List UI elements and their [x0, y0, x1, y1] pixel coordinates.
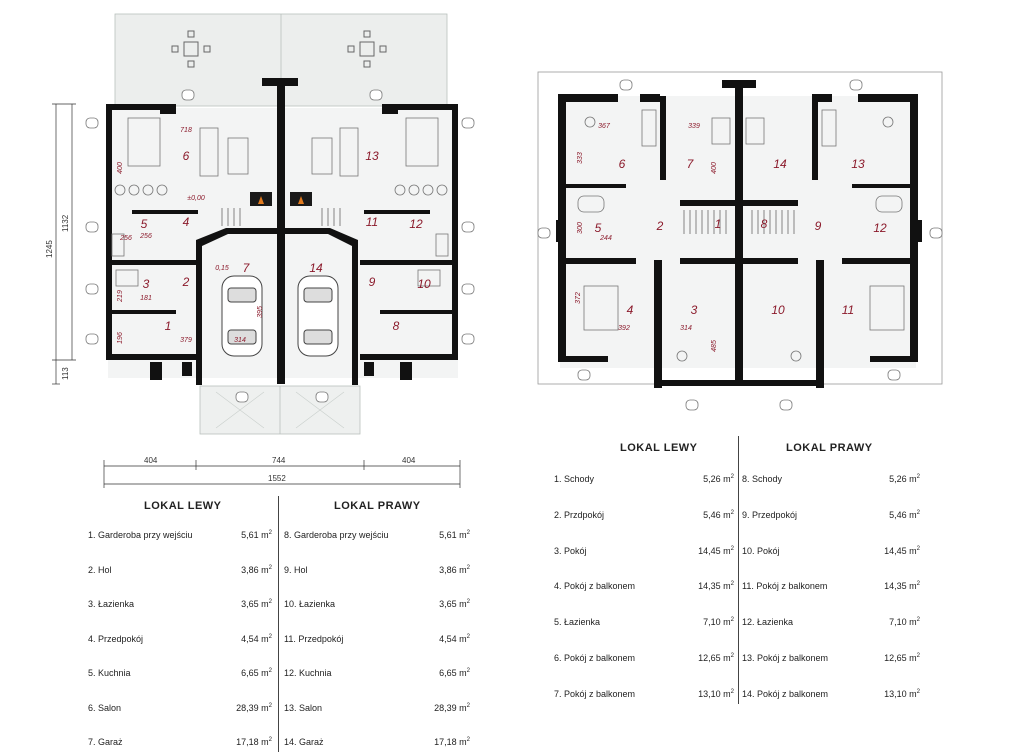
dim-bottom-right: 404 [402, 456, 416, 465]
room-dimension: 256 [120, 235, 132, 242]
area-row-value [860, 617, 920, 627]
area-unit-exponent: 2 [268, 702, 272, 709]
area-row-value [212, 634, 272, 644]
area-value-text: 3,65 m [439, 599, 467, 609]
area-row-value [410, 668, 470, 678]
area-row-name: 8. Garderoba przy wejściu [284, 530, 389, 540]
room-number: 13 [851, 157, 865, 171]
area-row-value [674, 653, 734, 663]
area-row-name: 5. Łazienka [554, 617, 601, 628]
dim-bottom-left: 404 [144, 456, 158, 465]
area-value-text: 3,65 m [241, 599, 269, 609]
area-value-text: 12,65 m [698, 653, 731, 663]
room-number: 5 [140, 217, 148, 231]
room-dimension: 392 [618, 325, 630, 332]
area-unit-exponent: 2 [466, 737, 470, 743]
room-number: 12 [409, 217, 423, 231]
area-row-name: 3. Pokój [554, 545, 587, 556]
area-unit-exponent: 2 [268, 530, 272, 536]
room-number: 5 [594, 221, 602, 235]
room-dimension: 333 [577, 152, 584, 164]
area-unit-exponent: 2 [730, 509, 734, 516]
area-row-name: 5. Kuchnia [88, 668, 131, 678]
room-number: 9 [368, 275, 376, 289]
area-row-value [410, 737, 470, 747]
area-value-text: 12,65 m [884, 653, 917, 663]
room-dimension: 400 [711, 162, 718, 174]
room-number: 6 [182, 149, 190, 163]
room-number: 3 [690, 303, 698, 317]
room-number: 1 [714, 217, 722, 231]
room-number: 6 [618, 157, 626, 171]
area-row-value [674, 546, 734, 556]
area-row-value [674, 689, 734, 699]
area-row-name: 11. Pokój z balkonem [742, 581, 828, 592]
area-row-name: 14. Pokój z balkonem [742, 688, 829, 699]
area-unit-exponent: 2 [916, 653, 920, 659]
ground-left-header: LOKAL LEWY [144, 500, 222, 512]
upper-floor-plan [538, 72, 942, 410]
dim-left-bottom: 113 [61, 367, 70, 380]
dim-left-inner: 1132 [61, 214, 70, 232]
room-number: 7 [242, 261, 250, 275]
area-value-text: 5,46 m [703, 509, 731, 520]
room-number: 10 [771, 303, 785, 317]
ground-floor-area-table [82, 496, 478, 754]
left-dimension-lines [52, 104, 76, 384]
room-number: 8 [760, 217, 768, 231]
room-number: 11 [841, 303, 855, 317]
area-value-text: 4,54 m [439, 633, 467, 644]
area-row-value [674, 617, 734, 627]
area-unit-exponent: 2 [466, 633, 470, 640]
room-dimension: 367 [598, 123, 610, 130]
area-value-text: 17,18 m [236, 737, 269, 747]
area-unit-exponent: 2 [466, 530, 470, 536]
room-number: 9 [814, 219, 822, 233]
room-dimension: 372 [575, 292, 582, 304]
area-row-name: 11. Przedpokój [284, 633, 344, 644]
room-number: 4 [182, 215, 190, 229]
room-number: 10 [417, 277, 431, 291]
room-dimension: 379 [180, 337, 192, 344]
area-row-name: 1. Garderoba przy wejściu [88, 530, 193, 540]
room-number: 8 [392, 319, 400, 333]
area-unit-exponent: 2 [916, 474, 920, 480]
ground-right-header: LOKAL PRAWY [334, 500, 421, 512]
area-unit-exponent: 2 [730, 474, 734, 480]
area-row-name: 4. Pokój z balkonem [554, 581, 636, 592]
room-number: 13 [365, 149, 379, 163]
area-unit-exponent: 2 [916, 545, 920, 552]
area-row-name: 10. Pokój [742, 545, 780, 556]
room-number: 12 [873, 221, 887, 235]
room-dimension: 400 [117, 162, 124, 174]
room-number: 3 [142, 277, 150, 291]
area-unit-exponent: 2 [730, 688, 734, 695]
room-dimension: 339 [688, 123, 700, 130]
upper-right-header: LOKAL PRAWY [786, 442, 873, 454]
area-unit-exponent: 2 [268, 599, 272, 605]
area-row-value [212, 599, 272, 609]
room-number: 11 [365, 215, 379, 229]
area-row-name: 7. Pokój z balkonem [554, 688, 636, 699]
upper-table-divider [738, 436, 739, 704]
area-value-text: 14,35 m [698, 581, 731, 592]
dim-bottom-mid: 744 [272, 456, 286, 465]
area-unit-exponent: 2 [268, 633, 272, 640]
area-row-value [674, 581, 734, 591]
room-number: 4 [626, 303, 634, 317]
area-row-name: 9. Przedpokój [742, 509, 798, 520]
area-value-text: 4,54 m [241, 633, 269, 644]
area-value-text: 13,10 m [698, 688, 731, 699]
area-row-name: 2. Przdpokój [554, 509, 605, 520]
area-value-text: 14,45 m [698, 545, 731, 556]
upper-left-header: LOKAL LEWY [620, 442, 698, 454]
room-number: 7 [686, 157, 694, 171]
area-value-text: 7,10 m [703, 617, 731, 628]
area-unit-exponent: 2 [466, 702, 470, 709]
area-row-name: 7. Garaż [88, 737, 123, 747]
dim-bottom-total: 1552 [268, 474, 286, 483]
area-value-text: 28,39 m [236, 702, 269, 713]
area-value-text: 3,86 m [241, 564, 269, 575]
area-value-text: 6,65 m [439, 668, 467, 678]
area-row-value [212, 530, 272, 540]
area-row-name: 1. Schody [554, 474, 595, 484]
ground-floor-plan [45, 14, 474, 488]
area-value-text: 14,45 m [884, 545, 917, 556]
car-icon [298, 276, 338, 356]
area-row-value [410, 565, 470, 575]
area-row-value [860, 689, 920, 699]
area-row-value [410, 634, 470, 644]
area-unit-exponent: 2 [268, 564, 272, 571]
area-row-name: 12. Kuchnia [284, 668, 332, 678]
area-unit-exponent: 2 [730, 653, 734, 659]
area-unit-exponent: 2 [268, 668, 272, 674]
area-row-value [212, 565, 272, 575]
area-row-value [212, 737, 272, 747]
area-unit-exponent: 2 [466, 668, 470, 674]
area-row-value [860, 546, 920, 556]
room-dimension: ±0,00 [187, 195, 205, 202]
area-unit-exponent: 2 [916, 617, 920, 624]
area-value-text: 14,35 m [884, 581, 917, 592]
room-number: 14 [773, 157, 787, 171]
area-value-text: 5,61 m [439, 530, 467, 540]
room-dimension: 181 [140, 295, 152, 302]
dim-left-total: 1245 [45, 240, 54, 258]
area-row-value [410, 530, 470, 540]
room-dimension: 219 [117, 290, 124, 302]
room-dimension: 314 [234, 337, 246, 344]
area-row-name: 8. Schody [742, 474, 783, 484]
area-row-value [212, 668, 272, 678]
room-number: 1 [164, 319, 172, 333]
area-row-value [860, 474, 920, 484]
area-row-name: 4. Przedpokój [88, 633, 144, 644]
area-unit-exponent: 2 [466, 599, 470, 605]
area-value-text: 5,61 m [241, 530, 269, 540]
area-row-name: 3. Łazienka [88, 599, 135, 609]
area-unit-exponent: 2 [730, 581, 734, 588]
room-number: 2 [656, 219, 664, 233]
room-dimension: 256 [140, 233, 152, 240]
area-row-name: 6. Salon [88, 702, 122, 713]
area-row-value [860, 510, 920, 520]
area-row-name: 10. Łazienka [284, 599, 336, 609]
area-row-value [860, 653, 920, 663]
room-dimension: 314 [680, 325, 692, 332]
room-dimension: 395 [257, 306, 264, 318]
area-row-value [674, 510, 734, 520]
room-dimension: 718 [180, 127, 192, 134]
area-row-value [674, 474, 734, 484]
area-row-value [410, 599, 470, 609]
area-unit-exponent: 2 [916, 581, 920, 588]
room-number: 14 [309, 261, 323, 275]
room-dimension: 300 [577, 222, 584, 234]
area-row-name: 9. Hol [284, 564, 308, 575]
area-row-value [410, 703, 470, 713]
area-value-text: 5,26 m [889, 474, 917, 484]
car-icon [222, 276, 262, 356]
room-dimension: 485 [711, 340, 718, 352]
area-row-value [212, 703, 272, 713]
area-unit-exponent: 2 [916, 688, 920, 695]
room-dimension: 0,15 [215, 265, 229, 272]
area-row-name: 12. Łazienka [742, 617, 794, 628]
area-value-text: 13,10 m [884, 688, 917, 699]
area-unit-exponent: 2 [730, 617, 734, 624]
upper-floor-area-table [548, 436, 948, 706]
area-row-name: 2. Hol [88, 564, 112, 575]
area-row-name: 13. Salon [284, 702, 323, 713]
room-number: 2 [182, 275, 190, 289]
area-row-name: 14. Garaż [284, 737, 324, 747]
area-row-name: 13. Pokój z balkonem [742, 653, 829, 663]
area-unit-exponent: 2 [916, 509, 920, 516]
room-dimension: 196 [117, 332, 124, 344]
area-value-text: 6,65 m [241, 668, 269, 678]
area-value-text: 17,18 m [434, 737, 467, 747]
area-value-text: 3,86 m [439, 564, 467, 575]
ground-table-divider [278, 496, 279, 752]
area-value-text: 5,26 m [703, 474, 731, 484]
area-row-value [860, 581, 920, 591]
area-unit-exponent: 2 [268, 737, 272, 743]
area-value-text: 7,10 m [889, 617, 917, 628]
area-row-name: 6. Pokój z balkonem [554, 653, 636, 663]
room-dimension: 244 [600, 235, 612, 242]
area-value-text: 5,46 m [889, 509, 917, 520]
area-value-text: 28,39 m [434, 702, 467, 713]
area-unit-exponent: 2 [466, 564, 470, 571]
area-unit-exponent: 2 [730, 545, 734, 552]
